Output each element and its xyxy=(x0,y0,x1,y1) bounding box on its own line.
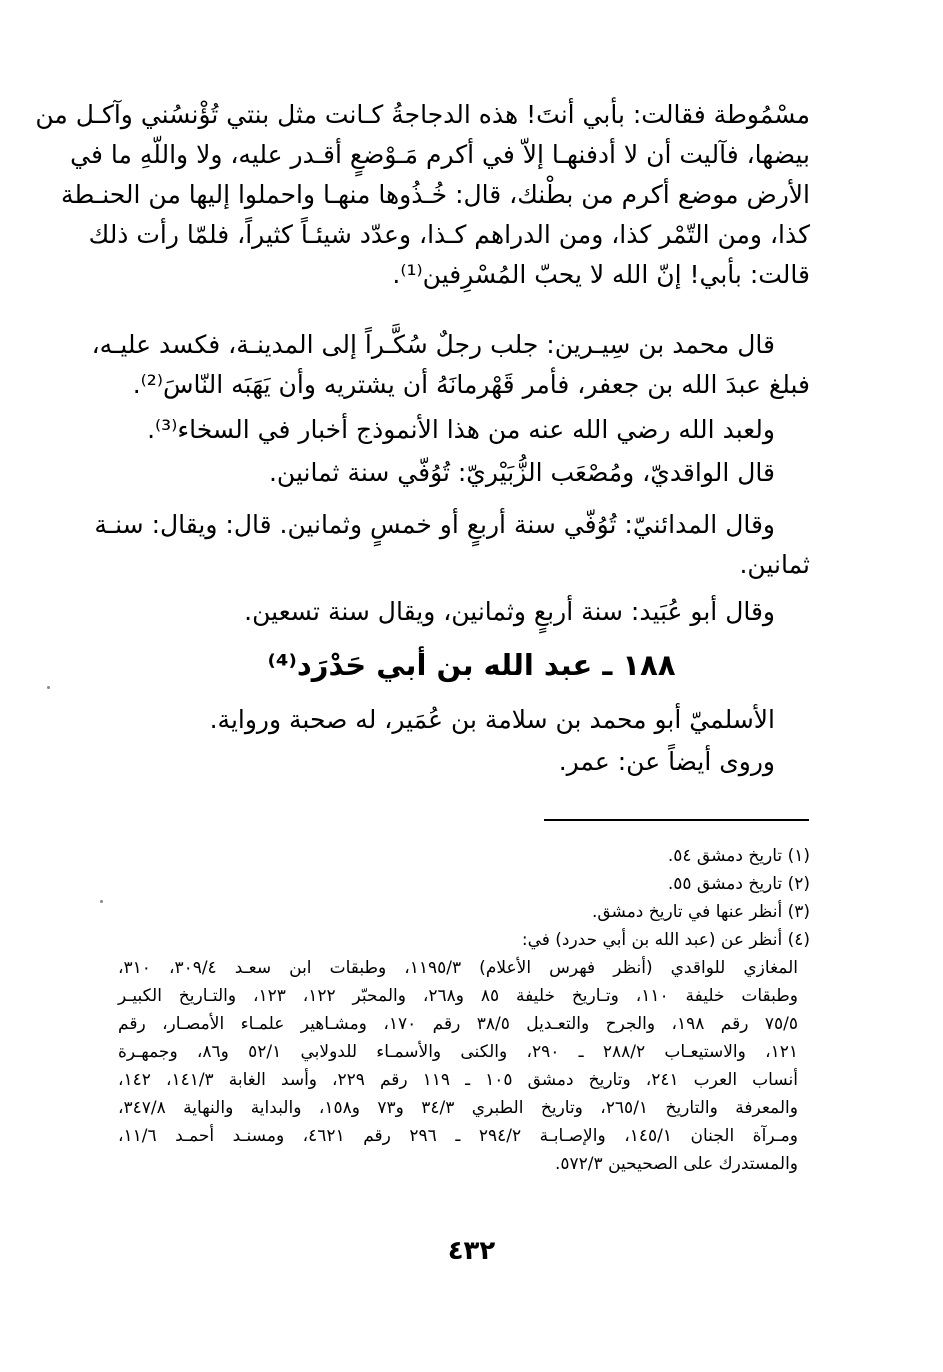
footnote-line: ١٢١، والاستيعـاب ٢٨٨/٢ ـ ٢٩٠، والكنى والأسمـاء للدولابي ٥٢/١ و٨٦، وجمهـرة xyxy=(118,1042,798,1062)
footnote-line: أنساب العرب ٢٤١، وتاريخ دمشق ١٠٥ ـ ١١٩ رقم ٢٢٩، وأسد الغابة ١٤١/٣، ١٤٢، xyxy=(118,1070,798,1090)
body-line: قال الواقديّ، ومُصْعَب الزُّبَيْريّ: تُوُفّي سنة ثمانين. xyxy=(268,458,775,487)
body-line: وقال المدائنيّ: تُوُفّي سنة أربعٍ أو خمسٍ وثمانين. قال: ويقال: سنـة xyxy=(94,510,775,539)
body-line: بيضها، فآليت أن لا أدفنهـا إلاّ في أكرم مَـوْضعٍ أقـدر عليه، ولا واللّهِ ما في xyxy=(70,140,810,169)
footnote: (١) تاريخ دمشق ٥٤. xyxy=(667,846,810,866)
body-line: الأسلميّ أبو محمد بن سلامة بن عُمَير، له صحبة ورواية. xyxy=(209,705,775,734)
body-line: قال محمد بن سِيـرين: جلب رجلٌ سُكَّـراً إلى المدينـة، فكسد عليـه، xyxy=(91,330,775,359)
body-line: وقال أبو عُبَيد: سنة أربعٍ وثمانين، ويقال سنة تسعين. xyxy=(244,597,775,626)
footnote-line: والمستدرك على الصحيحين ٥٧٢/٣. xyxy=(555,1154,798,1174)
footnote: (٣) أنظر عنها في تاريخ دمشق. xyxy=(591,902,810,922)
body-line: ثمانين. xyxy=(739,550,810,579)
body-line: مسْمُوطة فقالت: بأبي أنتَ! هذه الدجاجةُ كـانت مثل بنتي تُؤْنسُني وآكـل من xyxy=(35,100,810,129)
body-line: وروى أيضاً عن: عمر. xyxy=(558,747,775,776)
footnote-line: المغازي للواقدي (أنظر فهرس الأعلام) ١١٩٥/٣، وطبقات ابن سعـد ٣٠٩/٤، ٣١٠، xyxy=(118,958,799,978)
footnote-line: ومـرآة الجنان ١٤٥/١، والإصـابـة ٢٩٤/٢ ـ ٢٩٦ رقم ٤٦٢١، ومسنـد أحمـد ١١/٦، xyxy=(118,1126,798,1146)
footnote-line: ٧٥/٥ رقم ١٩٨، والجرح والتعـديل ٣٨/٥ رقم ١٧٠، ومشـاهير علمـاء الأمصـار، رقم xyxy=(118,1014,799,1034)
body-line: قالت: بأبي! إنّ الله لا يحبّ المُسْرِفين⁽¹⁾. xyxy=(392,260,810,289)
scan-speck xyxy=(47,686,50,689)
footnote-line: والمعرفة والتاريخ ٢٦٥/١، وتاريخ الطبري ٣٤/٣ و٧٣ و١٥٨، والبداية والنهاية ٣٤٧/٨، xyxy=(118,1098,798,1118)
footnote: (٤) أنظر عن (عبد الله بن أبي حدرد) في: xyxy=(521,930,810,950)
body-line: الأرض موضع أكرم من بطْنك، قال: خُـذُوها منهـا واحملوا إليها من الحنـطة xyxy=(61,180,810,209)
footnote-divider xyxy=(544,819,809,821)
footnote: (٢) تاريخ دمشق ٥٥. xyxy=(667,874,810,894)
page-number: ٤٣٢ xyxy=(447,1236,496,1266)
body-line: كذا، ومن التّمْر كذا، ومن الدراهم كـذا، وعدّد شيئـاً كثيراً، فلمّا رأت ذلك xyxy=(88,220,810,249)
footnote-line: وطبقات خليفة ١١٠، وتـاريخ خليفة ٨٥ و٢٦٨، والمحبّر ١٢٢، ١٢٣، والتـاريخ الكبيـر xyxy=(118,986,798,1006)
body-line: فبلغ عبدَ الله بن جعفر، فأمر قَهْرمانَهُ أن يشتريه وأن يَهَبَه النّاسَ⁽²⁾. xyxy=(132,370,810,399)
scan-speck xyxy=(100,900,103,903)
section-heading: ١٨٨ ـ عبد الله بن أبي حَدْرَد⁽⁴⁾ xyxy=(267,648,676,682)
body-line: ولعبد الله رضي الله عنه من هذا الأنموذج أخبار في السخاء⁽³⁾. xyxy=(147,415,775,444)
